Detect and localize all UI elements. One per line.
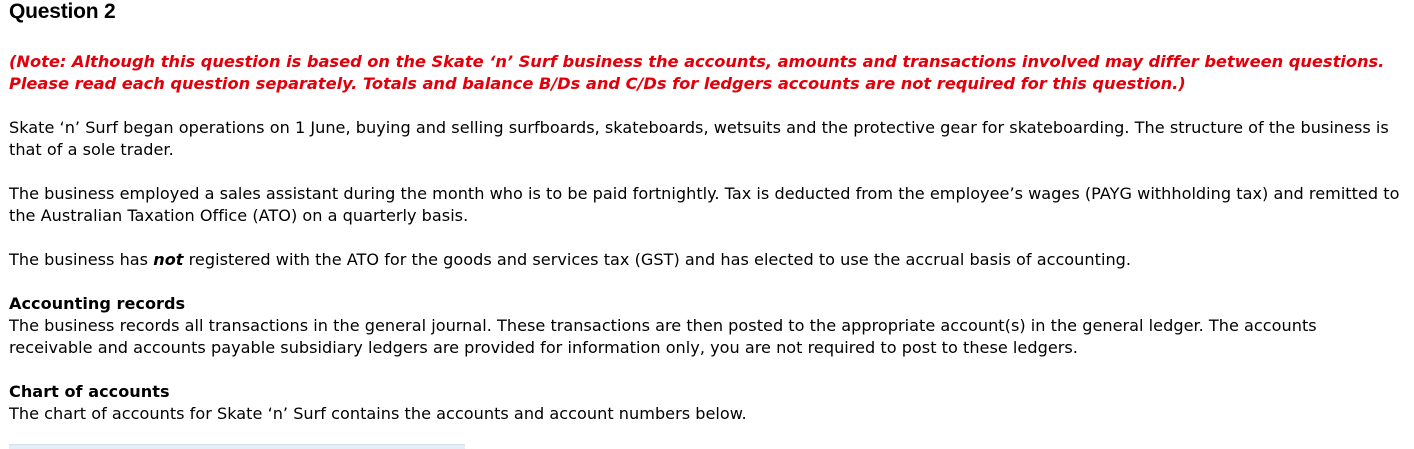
intro-paragraph: Skate ‘n’ Surf began operations on 1 June, buying and selling surfboards, skateboards, wetsuits and the protective gear for skateboarding. The structure of the business is that of a sole trader. [9, 118, 1389, 159]
accounting-records-section [9, 293, 1404, 359]
chart-of-accounts-section [9, 381, 1404, 425]
accounting-records-heading: Accounting records [9, 294, 186, 313]
gst-paragraph [9, 249, 1404, 271]
question-note: (Note: Although this question is based on the Skate ‘n’ Surf business the accounts, amounts and transactions involved may differ between questions. Please read each question separately. Totals and balance B/Ds and C/Ds for ledgers accounts are not required for this question.) [9, 52, 1385, 93]
accounting-records-text: The business records all transactions in the general journal. These transactions are then posted to the appropriate account(s) in the general ledger. The accounts receivable and accounts payable subsidiary ledgers are provided for information only, you are not required to post to these ledgers. [9, 316, 1317, 357]
question-content [9, 0, 1407, 423]
chart-of-accounts-text: The chart of accounts for Skate ‘n’ Surf contains the accounts and account numbers below. [9, 404, 747, 423]
question-title: Question 2 [9, 0, 116, 23]
employee-paragraph: The business employed a sales assistant during the month who is to be paid fortnightly. Tax is deducted from the employee’s wages (PAYG withholding tax) and remitted to the Australian Taxation Office (ATO) on a quarterly basis. [9, 184, 1400, 225]
gst-text-before: The business has [9, 250, 154, 269]
gst-text-after: registered with the ATO for the goods and services tax (GST) and has elected to use the accrual basis of accounting. [183, 250, 1132, 269]
gst-emphasis: not [153, 250, 184, 269]
chart-of-accounts-table-edge [9, 444, 465, 449]
chart-of-accounts-heading: Chart of accounts [9, 382, 170, 401]
